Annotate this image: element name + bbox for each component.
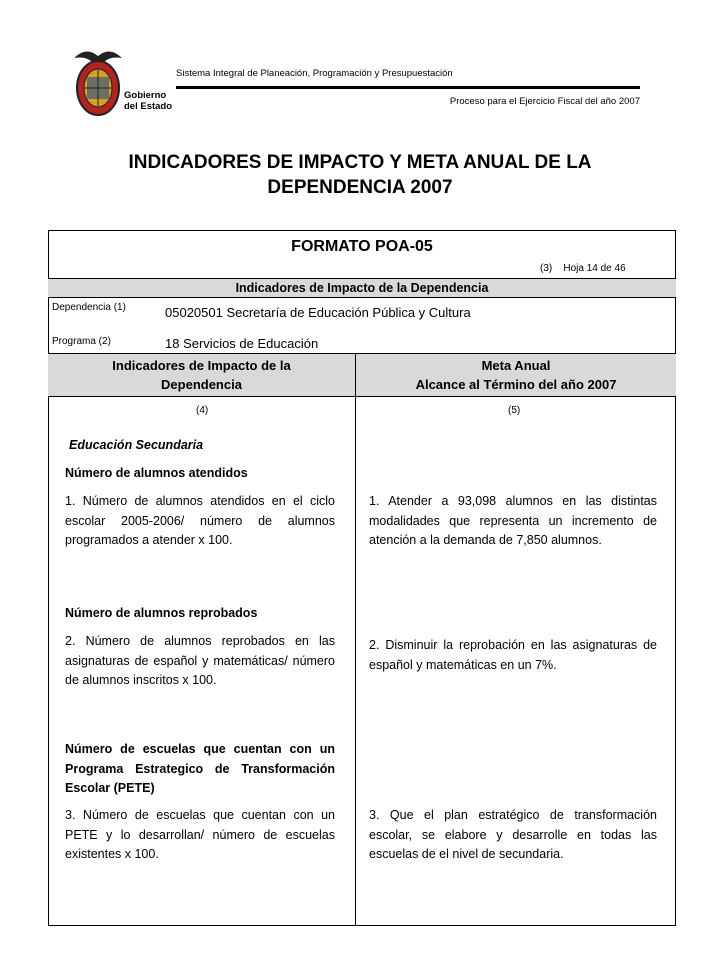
right-column-header: Meta Anual Alcance al Término del año 2007: [415, 358, 617, 392]
meta-3-text: 3. Que el plan estratégico de transformación escolar, se elabore y desarrolle en todas las escuelas de el nivel de secundaria.: [369, 808, 657, 861]
page-title: INDICADORES DE IMPACTO Y META ANUAL DE LA DEPENDENCIA 2007: [128, 152, 592, 198]
indicator-2-heading: Número de alumnos reprobados: [65, 606, 258, 620]
indicator-1-text: 1. Número de alumnos atendidos en el ciclo escolar 2005-2006/ número de alumnos programados a atender x 100.: [65, 494, 335, 547]
state-coat-of-arms-icon: [70, 44, 126, 120]
section-title-bar: Indicadores de Impacto de la Dependencia: [48, 278, 676, 298]
header-rule: [176, 86, 640, 89]
indicator-3-text: 3. Número de escuelas que cuentan con un PETE y lo desarrollan/ número de escuelas existentes x 100.: [65, 808, 335, 861]
header-divider: [355, 353, 356, 397]
programa-value: 18 Servicios de Educación: [165, 336, 319, 351]
programa-label: Programa (2): [52, 336, 111, 347]
indicator-3-heading: Número de escuelas que cuentan con un Programa Estrategico de Transformación Escolar (PETE): [65, 742, 335, 795]
government-label: Gobierno del Estado: [124, 90, 173, 112]
meta-1-text: 1. Atender a 93,098 alumnos en las distintas modalidades que representa un incremento de atención a la demanda de 7,850 alumnos.: [369, 494, 657, 547]
column-header-bar: [48, 353, 676, 397]
indicator-2-text: 2. Número de alumnos reprobados en las asignaturas de español y matemáticas/ número de alumnos inscritos x 100.: [65, 634, 335, 687]
process-year: Proceso para el Ejercicio Fiscal del año 2007: [449, 96, 640, 107]
dependencia-value: 05020501 Secretaría de Educación Pública y Cultura: [165, 305, 471, 320]
page-indicator: (3) Hoja 14 de 46: [540, 263, 626, 274]
system-name: Sistema Integral de Planeación, Programación y Presupuestación: [176, 68, 453, 79]
dependencia-label: Dependencia (1): [52, 302, 126, 313]
level-subtitle: Educación Secundaria: [69, 438, 204, 452]
meta-2-text: 2. Disminuir la reprobación en las asignaturas de español y matemáticas en un 7%.: [369, 638, 657, 672]
right-column-number: (5): [508, 405, 521, 416]
left-column-header: Indicadores de Impacto de la Dependencia: [112, 358, 291, 392]
column-divider: [355, 397, 356, 926]
left-column-number: (4): [196, 405, 209, 416]
form-code: FORMATO POA-05: [291, 238, 433, 255]
indicator-1-heading: Número de alumnos atendidos: [65, 466, 248, 480]
